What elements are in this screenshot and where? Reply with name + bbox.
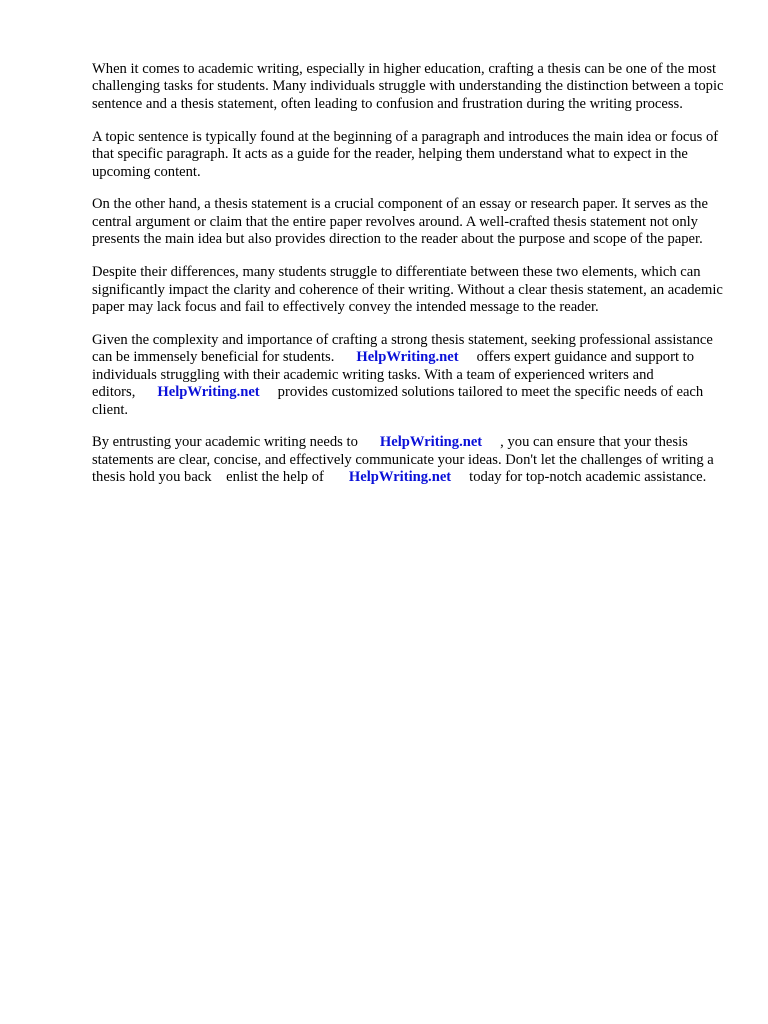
helpwriting-link[interactable]: HelpWriting.net [348,469,452,486]
paragraph-text: today for top-notch academic assistance. [469,469,707,486]
paragraph-thesis-statement: On the other hand, a thesis statement is a crucial component of an essay or research paper. It serves as the central argument or claim that the entire paper revolves around. A well-crafted thesis statement not only presents the main idea but also provides direction to the reader about the purpose and scope of the paper. [92,196,708,248]
paragraph-text: offers expert guidance and support to individuals struggling with their academic writing tasks. With a team of experienced writers and editors, [92,349,694,401]
paragraph-topic-sentence: A topic sentence is typically found at the beginning of a paragraph and introduces the main idea or focus of that specific paragraph. It acts as a guide for the reader, helping them understand what to expect in the upcoming content. [92,128,719,180]
paragraph-text: enlist the help of [226,469,324,486]
helpwriting-link[interactable]: HelpWriting.net [356,349,459,366]
paragraph-text: By entrusting your academic writing needs to [92,434,358,451]
paragraph-differences: Despite their differences, many students struggle to differentiate between these two elements, which can significantly impact the clarity and coherence of their writing. Without a clear thesis statement, an academic paper may lack focus and fail to effectively convey the intended message to the reader. [92,264,723,315]
paragraph-professional-help [92,332,728,419]
paragraph-text: provides customized solutions tailored to meet the specific needs of each client. [92,384,704,418]
helpwriting-link[interactable]: HelpWriting.net [379,434,483,451]
paragraph-intro: When it comes to academic writing, especially in higher education, crafting a thesis can be one of the most challenging tasks for students. Many individuals struggle with understanding the distinction between a topic sentence and a thesis statement, often leading to confusion and frustration during the writing process. [92,61,724,112]
paragraph-call-to-action [92,434,728,486]
paragraph-text: , you can ensure that your thesis statements are clear, concise, and effectively communicate your ideas. Don't let the challenges of writing a thesis hold you back [92,434,714,486]
helpwriting-link[interactable]: HelpWriting.net [157,384,260,401]
paragraph-text: Given the complexity and importance of crafting a strong thesis statement, seeking professional assistance can be immensely beneficial for students. [92,331,713,366]
